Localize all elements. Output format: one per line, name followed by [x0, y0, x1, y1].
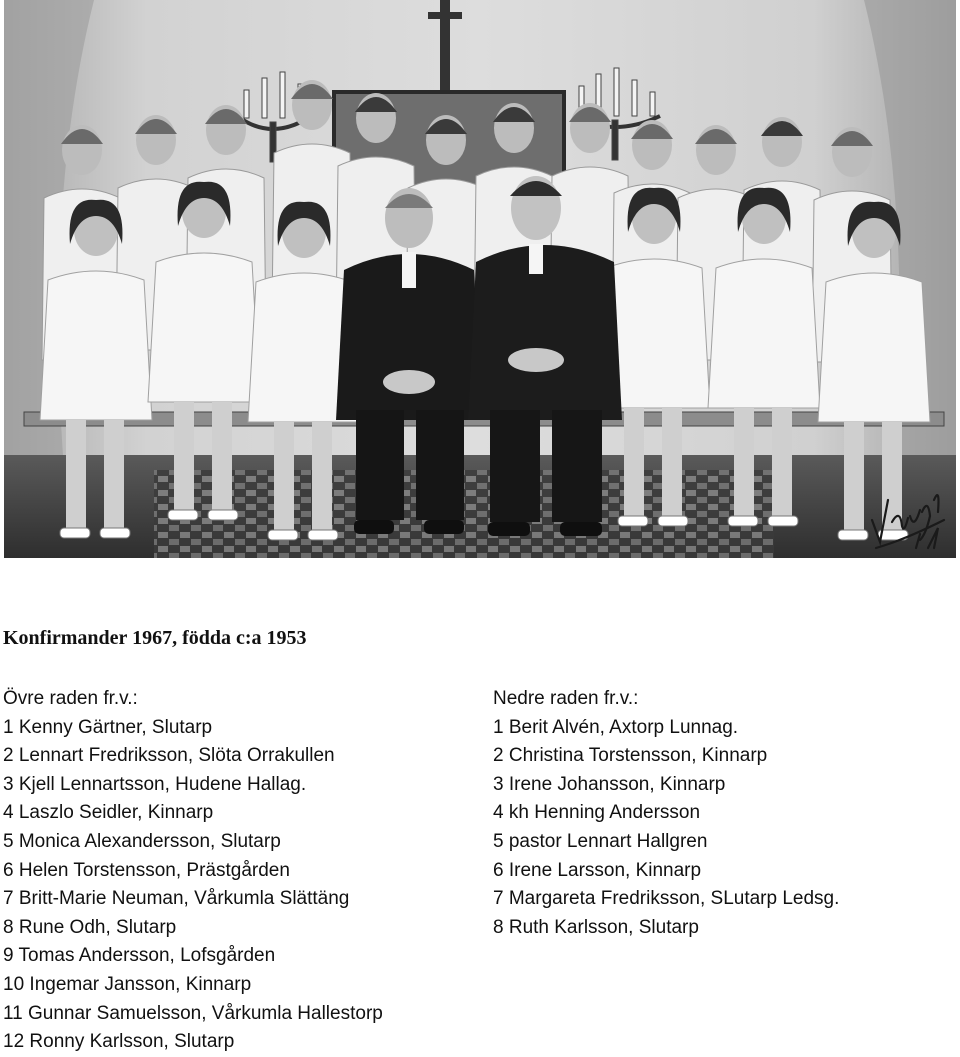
top-row-heading: Övre raden fr.v.: — [3, 688, 138, 709]
list-item: 4 kh Henning Andersson — [493, 802, 701, 824]
group-photo — [4, 0, 956, 558]
list-item: 1 Berit Alvén, Axtorp Lunnag. — [493, 716, 739, 738]
list-item: 9 Tomas Andersson, Lofsgården — [3, 945, 276, 967]
top-row-list — [3, 714, 473, 1057]
list-item: 8 Rune Odh, Slutarp — [3, 916, 177, 938]
list-item: 1 Kenny Gärtner, Slutarp — [3, 716, 213, 738]
bottom-row-list — [493, 714, 953, 943]
list-item: 3 Irene Johansson, Kinnarp — [493, 773, 726, 795]
list-item: 4 Laszlo Seidler, Kinnarp — [3, 802, 214, 824]
caption-document — [3, 625, 953, 1053]
list-item: 6 Helen Torstensson, Prästgården — [3, 859, 290, 881]
bottom-row-heading: Nedre raden fr.v.: — [493, 688, 639, 709]
list-item: 8 Ruth Karlsson, Slutarp — [493, 916, 699, 938]
list-item: 11 Gunnar Samuelsson, Vårkumla Hallestorp — [3, 1002, 383, 1024]
list-item: 2 Christina Torstensson, Kinnarp — [493, 745, 768, 767]
list-item: 7 Margareta Fredriksson, SLutarp Ledsg. — [493, 888, 840, 910]
bottom-row-column — [493, 685, 953, 942]
list-item: 7 Britt-Marie Neuman, Vårkumla Slättäng — [3, 888, 350, 910]
list-item: 5 Monica Alexandersson, Slutarp — [3, 830, 281, 852]
list-item: 5 pastor Lennart Hallgren — [493, 830, 708, 852]
top-row-column — [3, 685, 473, 1057]
list-item: 3 Kjell Lennartsson, Hudene Hallag. — [3, 773, 307, 795]
group-photo-illustration — [4, 0, 956, 558]
list-item: 12 Ronny Karlsson, Slutarp — [3, 1031, 235, 1053]
list-item: 6 Irene Larsson, Kinnarp — [493, 859, 702, 881]
list-item: 2 Lennart Fredriksson, Slöta Orrakullen — [3, 745, 335, 767]
caption-title: Konfirmander 1967, födda c:a 1953 — [3, 627, 307, 649]
list-item: 10 Ingemar Jansson, Kinnarp — [3, 973, 252, 995]
